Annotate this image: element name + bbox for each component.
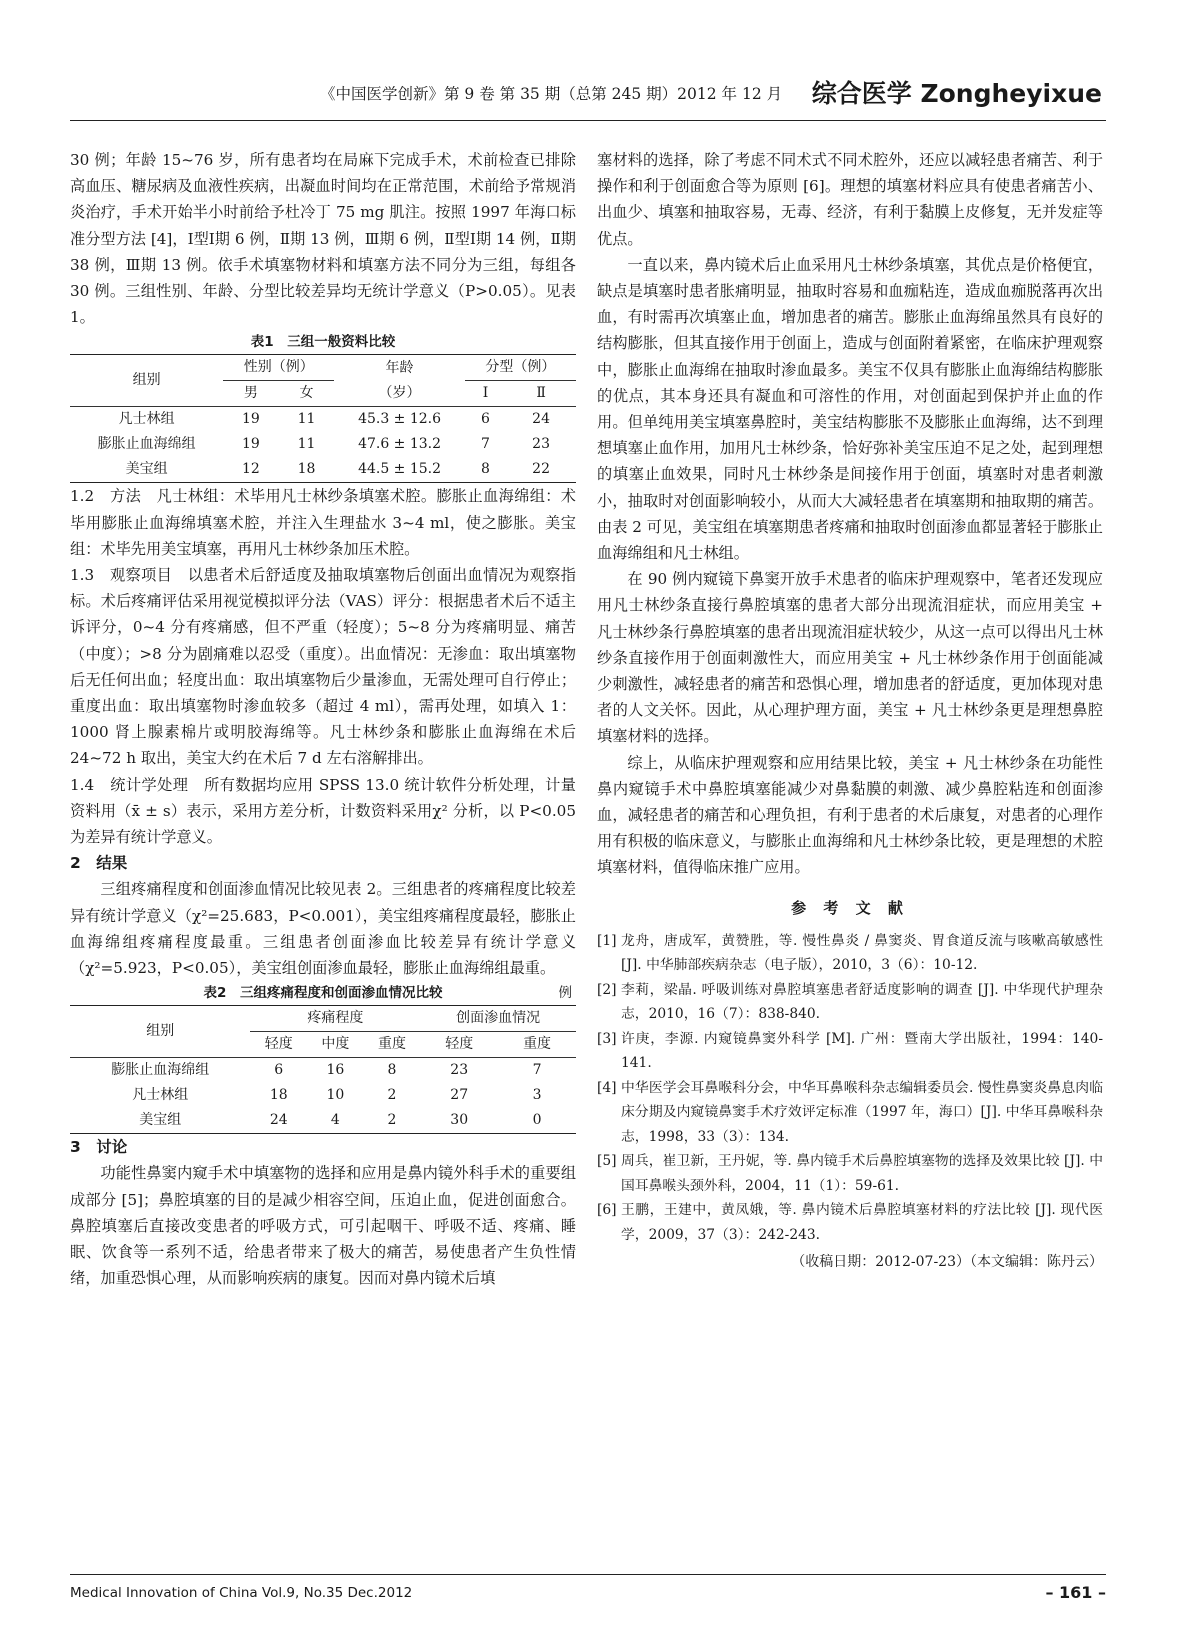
cell-type2: 22 (506, 457, 576, 483)
reference-item (597, 1198, 1103, 1247)
table2-caption (70, 981, 576, 1005)
cell-pain-mid: 16 (326, 1062, 345, 1079)
t1-header-group: 组别 (70, 355, 223, 407)
page-number: – 161 – (1045, 1583, 1106, 1602)
paragraph-observation-90: 在 90 例内窥镜下鼻窦开放手术患者的临床护理观察中，笔者还发现应用凡士林纱条直接行鼻腔填塞的患者大部分出现流泪症状，而应用美宝 + 凡士林纱条行鼻腔填塞的患者出现流泪症状较少，从这一点可以得出凡士林纱条直接作用于创面刺激性大，而应用美宝 + 凡士林纱条作用于创面能减少刺激性，减轻患者的痛苦和恐惧心理，增加患者的舒适度，更加体现对患者的人文关怀。因此，从心理护理方面，美宝 + 凡士林纱条更是理想鼻腔填塞材料的选择。 (597, 570, 1103, 746)
cell-bleed-light: 30 (420, 1108, 498, 1134)
journal-english: Medical Innovation of China Vol.9, No.35 Dec.2012 (70, 1585, 413, 1601)
cell-pain-light: 6 (274, 1062, 284, 1079)
table-row (70, 1108, 576, 1134)
t2-sub-heavy: 重度 (364, 1032, 421, 1058)
cell-female: 18 (279, 457, 335, 483)
reference-item (597, 978, 1103, 1027)
t2-sub-heavy2: 重度 (498, 1032, 576, 1058)
cell-female: 11 (297, 436, 316, 453)
received-date: （收稿日期：2012-07-23）（本文编辑：陈丹云） (791, 1254, 1103, 1271)
paragraph-subjects: 30 例；年龄 15~76 岁，所有患者均在局麻下完成手术，术前检查已排除高血压、糖尿病及血液性疾病，出凝血时间均在正常范围，术前给予常规消炎治疗，手术开始半小时前给予杜冷丁 75 mg 肌注。按照 1997 年海口标准分型方法 [4]，Ⅰ型Ⅰ期 6 例，Ⅱ期 13 例，Ⅲ期 6 例，Ⅱ型Ⅰ期 14 例，Ⅱ期 38 例，Ⅲ期 13 例。依手术填塞物材料和填塞方法不同分为三组，每组各 30 例。三组性别、年龄、分型比较差异均无统计学意义（P>0.05）。见表 1。 (70, 151, 576, 327)
cell-pain-light: 24 (250, 1108, 307, 1134)
t1-sub-type2: Ⅱ (506, 381, 576, 407)
paragraph-statistics: 1.4 统计学处理 所有数据均应用 SPSS 13.0 统计软件分析处理，计量资料用（x̄ ± s）表示，采用方差分析，计数资料采用χ² 分析，以 P<0.05 为差异有统计学意义。 (70, 775, 576, 847)
right-column (597, 147, 1103, 1276)
paragraph-discussion: 功能性鼻窦内窥手术中填塞物的选择和应用是鼻内镜外科手术的重要组成部分 [5]；鼻腔填塞的目的是减少相容空间，压迫止血，促进创面愈合。鼻腔填塞后直接改变患者的呼吸方式，可引起咽干、呼吸不适、疼痛、睡眠、饮食等一系列不适，给患者带来了极大的痛苦，易使患者产生负性情绪，加重恐惧心理，从而影响疾病的康复。因而对鼻内镜术后填 (70, 1164, 576, 1288)
reference-number: [3] (597, 1030, 617, 1047)
cell-group: 膨胀止血海绵组 (111, 1062, 210, 1079)
table-row (70, 432, 576, 457)
cell-bleed-heavy: 3 (532, 1087, 542, 1104)
table2-unit: 例 (558, 985, 572, 1002)
paragraph-results: 三组疼痛程度和创面渗血情况比较见表 2。三组患者的疼痛程度比较差异有统计学意义（χ²=25.683，P<0.001），美宝组疼痛程度最轻，膨胀止血海绵组疼痛程度最重。三组患者创面渗血比较差异有统计学意义（χ²=5.923，P<0.05），美宝组创面渗血最轻，膨胀止血海绵组最重。 (70, 880, 576, 978)
t2-header-pain: 疼痛程度 (250, 1006, 420, 1032)
reference-item (597, 1027, 1103, 1076)
t2-sub-light: 轻度 (250, 1032, 307, 1058)
page-header (70, 70, 1106, 121)
cell-age: 45.3 ± 12.6 (358, 411, 442, 428)
t2-header-group: 组别 (70, 1006, 250, 1058)
cell-group: 膨胀止血海绵组 (97, 436, 196, 453)
reference-text: 周兵，崔卫新，王丹妮，等. 鼻内镜手术后鼻腔填塞物的选择及效果比较 [J]. 中国耳鼻喉头颈外科，2004，11（1）：59-61. (621, 1153, 1103, 1194)
left-column (70, 147, 576, 1292)
table-row (70, 1058, 576, 1084)
cell-male: 19 (242, 411, 260, 428)
cell-pain-heavy: 2 (387, 1087, 397, 1104)
t1-sub-female: 女 (279, 381, 335, 407)
cell-type1: 7 (481, 436, 490, 453)
paragraph-comparison: 一直以来，鼻内镜术后止血采用凡士林纱条填塞，其优点是价格便宜，缺点是填塞时患者胀痛明显，抽取时容易和血痂粘连，造成血痂脱落再次出血，有时需再次填塞止血，增加患者的痛苦。膨胀止血海绵虽然具有良好的结构膨胀，但其直接作用于创面上，造成与创面附着紧密，在临床护理观察中，膨胀止血海绵在抽取时渗血最多。美宝不仅具有膨胀止血海绵结构膨胀的优点，其本身还具有凝血和可溶性的作用，对创面起到保护并止血的作用。但单纯用美宝填塞鼻腔时，美宝结构膨胀不及膨胀止血海绵，达不到理想填塞止血作用，加用凡士林纱条，恰好弥补美宝压迫不足之处，起到理想的填塞止血效果，同时凡士林纱条是间接作用于创面，填塞时对患者刺激小，抽取时对创面影响较小，从而大大减轻患者在填塞期和抽取期的痛苦。由表 2 可见，美宝组在填塞期患者疼痛和抽取时创面渗血都显著轻于膨胀止血海绵组和凡士林组。 (597, 255, 1103, 563)
table1-caption: 表1 三组一般资料比较 (250, 334, 396, 351)
reference-number: [2] (597, 981, 617, 998)
cell-bleed-heavy: 0 (498, 1108, 576, 1134)
references-list (597, 929, 1103, 1248)
page-footer (70, 1574, 1106, 1605)
cell-bleed-heavy: 7 (532, 1062, 542, 1079)
reference-text: 中华医学会耳鼻喉科分会，中华耳鼻喉科杂志编辑委员会. 慢性鼻窦炎鼻息肉临床分期及内窥镜鼻窦手术疗效评定标准（1997 年，海口）[J]. 中华耳鼻喉科杂志，1998，33（3）：134. (621, 1079, 1103, 1145)
heading-discussion: 3 讨论 (70, 1138, 128, 1157)
cell-female: 11 (297, 411, 316, 428)
cell-pain-heavy: 8 (387, 1062, 397, 1079)
cell-age: 47.6 ± 13.2 (358, 436, 442, 453)
reference-number: [5] (597, 1153, 617, 1170)
cell-age: 44.5 ± 15.2 (334, 457, 465, 483)
cell-pain-light: 18 (269, 1087, 288, 1104)
paragraph-methods: 1.2 方法 凡士林组：术毕用凡士林纱条填塞术腔。膨胀止血海绵组：术毕用膨胀止血海绵填塞术腔，并注入生理盐水 3~4 ml，使之膨胀。美宝组：术毕先用美宝填塞，再用凡士林纱条加压术腔。 (70, 487, 576, 558)
cell-male: 12 (223, 457, 279, 483)
t1-sub-male: 男 (223, 381, 279, 407)
cell-male: 19 (242, 436, 260, 453)
cell-pain-mid: 10 (326, 1087, 345, 1104)
cell-group: 凡士林组 (118, 411, 175, 428)
t1-header-sex: 性别（例） (223, 355, 334, 381)
table-row (70, 407, 576, 433)
t2-sub-mid: 中度 (307, 1032, 364, 1058)
cell-type2: 23 (532, 436, 550, 453)
reference-text: 王鹏，王建中，黄凤娥，等. 鼻内镜术后鼻腔填塞材料的疗法比较 [J]. 现代医学，2009，37（3）：242-243. (621, 1202, 1103, 1243)
cell-bleed-light: 27 (450, 1087, 469, 1104)
cell-group: 凡士林组 (132, 1087, 189, 1104)
cell-type1: 6 (481, 411, 490, 428)
reference-number: [4] (597, 1079, 617, 1096)
reference-item (597, 1149, 1103, 1198)
cell-type2: 24 (532, 411, 550, 428)
reference-text: 许庚，李源. 内窥镜鼻窦外科学 [M]. 广州：暨南大学出版社，1994：140-141. (621, 1030, 1103, 1072)
table2-caption-text: 表2 三组疼痛程度和创面渗血情况比较 (203, 985, 443, 1002)
cell-type1: 8 (465, 457, 506, 483)
table1 (70, 354, 576, 483)
reference-text: 龙舟，唐成军，黄赞胜，等. 慢性鼻炎 / 鼻窦炎、胃食道反流与咳嗽高敏感性 [J]. 中华肺部疾病杂志（电子版），2010，3（6）：10-12. (621, 932, 1103, 974)
paragraph-conclusion: 综上，从临床护理观察和应用结果比较，美宝 + 凡士林纱条在功能性鼻内窥镜手术中鼻腔填塞能减少对鼻黏膜的刺激、减少鼻腔粘连和创面渗血，减轻患者的痛苦和心理负担，有利于患者的术后康复，对患者的心理作用有积极的临床意义，与膨胀止血海绵和凡士林纱条比较，更是理想的术腔填塞材料，值得临床推广应用。 (597, 753, 1103, 877)
reference-text: 李莉，梁晶. 呼吸训练对鼻腔填塞患者舒适度影响的调查 [J]. 中华现代护理杂志，2010，16（7）：838-840. (621, 981, 1103, 1023)
t1-sub-age: （岁） (334, 381, 465, 407)
paragraph-observation: 1.3 观察项目 以患者术后舒适度及抽取填塞物后创面出血情况为观察指标。术后疼痛评估采用视觉模拟评分法（VAS）评分：根据患者术后不适主诉评分，0~4 分有疼痛感，但不严重（轻度）；5~8 分为疼痛明显、痛苦（中度）；>8 分为剧痛难以忍受（重度）。出血情况：无渗血：取出填塞物后无任何出血；轻度出血：取出填塞物后少量渗血，无需处理可自行停止；重度出血：取出填塞物时渗血较多（超过 4 ml），需再处理，如填入 1：1000 肾上腺素棉片或明胶海绵等。凡士林纱条和膨胀止血海绵在术后 24~72 h 取出，美宝大约在术后 7 d 左右溶解排出。 (70, 566, 576, 768)
heading-results: 2 结果 (70, 854, 128, 873)
reference-number: [6] (597, 1202, 617, 1219)
t1-header-age: 年龄 (334, 355, 465, 381)
table-row (70, 1083, 576, 1108)
t2-header-bleed: 创面渗血情况 (420, 1006, 576, 1032)
table-row (70, 457, 576, 483)
journal-info: 《中国医学创新》第 9 卷 第 35 期（总第 245 期）2012 年 12 月 (320, 85, 783, 103)
section-title: 综合医学 Zongheyixue (811, 79, 1102, 108)
cell-group: 美宝组 (70, 1108, 250, 1134)
table2 (70, 1005, 576, 1134)
t2-sub-light2: 轻度 (420, 1032, 498, 1058)
t1-header-type: 分型（例） (465, 355, 576, 381)
cell-group: 美宝组 (70, 457, 223, 483)
reference-item (597, 929, 1103, 978)
reference-item (597, 1076, 1103, 1150)
cell-pain-heavy: 2 (364, 1108, 421, 1134)
references-title: 参 考 文 献 (791, 898, 909, 917)
t1-sub-type1: Ⅰ (465, 381, 506, 407)
paragraph-materials: 塞材料的选择，除了考虑不同术式不同术腔外，还应以减轻患者痛苦、利于操作和利于创面愈合等为原则 [6]。理想的填塞材料应具有使患者痛苦小、出血少、填塞和抽取容易，无毒、经济，有利于黏膜上皮修复，无并发症等优点。 (597, 151, 1103, 248)
reference-number: [1] (597, 932, 617, 949)
cell-pain-mid: 4 (307, 1108, 364, 1134)
cell-bleed-light: 23 (450, 1062, 469, 1079)
